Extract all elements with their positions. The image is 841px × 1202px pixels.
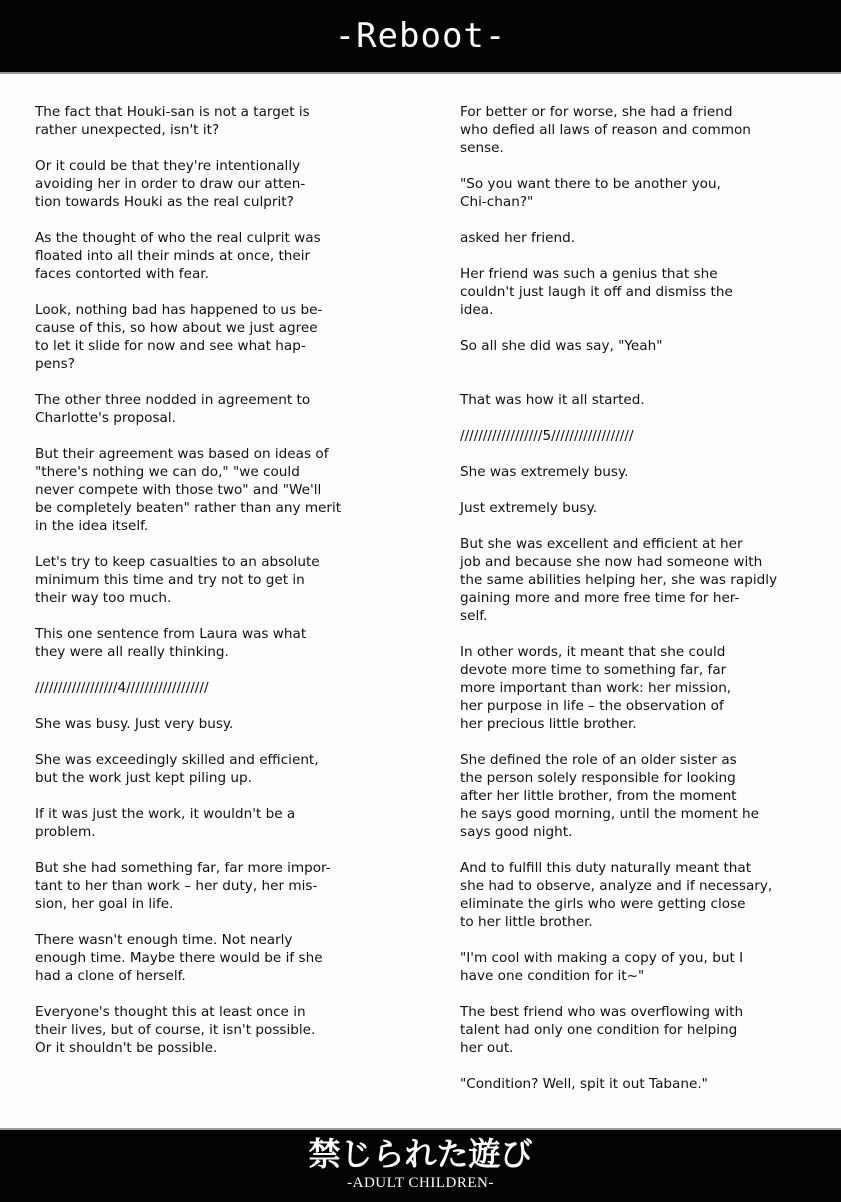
paragraph — [35, 625, 415, 661]
text-line: cause of this, so how about we just agree — [35, 320, 318, 336]
footer-banner — [0, 1128, 841, 1202]
text-line: more important than work: her mission, — [460, 680, 732, 696]
text-line: "Condition? Well, spit it out Tabane." — [460, 1076, 708, 1092]
text-line: She defined the role of an older sister as — [460, 752, 737, 768]
text-line: The other three nodded in agreement to — [35, 392, 311, 408]
paragraph — [35, 715, 415, 733]
text-line: As the thought of who the real culprit was — [35, 230, 321, 246]
text-line: never compete with those two" and "We'll — [35, 482, 322, 498]
text-line: talent had only one condition for helping — [460, 1022, 738, 1038]
text-line: She was busy. Just very busy. — [35, 716, 234, 732]
footer-subtitle: -ADULT CHILDREN- — [347, 1175, 494, 1191]
paragraph — [35, 1003, 415, 1057]
text-line: her precious little brother. — [460, 716, 637, 732]
paragraph — [460, 463, 840, 481]
text-line: their way too much. — [35, 590, 172, 606]
text-line: but the work just kept piling up. — [35, 770, 252, 786]
text-line: be completely beaten" rather than any merit — [35, 500, 342, 516]
text-line: self. — [460, 608, 488, 624]
text-line: tant to her than work – her duty, her mis- — [35, 878, 318, 894]
paragraph — [460, 103, 840, 157]
paragraph — [35, 103, 415, 139]
header-banner — [0, 0, 841, 74]
text-line: to let it slide for now and see what hap- — [35, 338, 306, 354]
text-line: Everyone's thought this at least once in — [35, 1004, 306, 1020]
text-line: sense. — [460, 140, 504, 156]
text-line: The best friend who was overflowing with — [460, 1004, 744, 1020]
text-line: Or it could be that they're intentionally — [35, 158, 301, 174]
text-line: Chi-chan?" — [460, 194, 534, 210]
text-line: tion towards Houki as the real culprit? — [35, 194, 294, 210]
text-line: eliminate the girls who were getting close — [460, 896, 746, 912]
paragraph — [35, 301, 415, 373]
text-line: her out. — [460, 1040, 514, 1056]
paragraph — [460, 859, 840, 931]
paragraph — [35, 751, 415, 787]
paragraph — [35, 391, 415, 427]
text-line: There wasn't enough time. Not nearly — [35, 932, 293, 948]
paragraph — [460, 1003, 840, 1057]
text-line: pens? — [35, 356, 75, 372]
text-line: Let's try to keep casualties to an absolute — [35, 554, 320, 570]
paragraph — [460, 337, 840, 355]
footer-logo-title: 禁じられた遊び — [308, 1135, 533, 1173]
paragraph — [35, 679, 415, 697]
text-line: Or it shouldn't be possible. — [35, 1040, 218, 1056]
text-line: the person solely responsible for looking — [460, 770, 736, 786]
text-line: devote more time to something far, far — [460, 662, 727, 678]
text-line: Charlotte's proposal. — [35, 410, 176, 426]
text-line: had a clone of herself. — [35, 968, 186, 984]
text-line: But she was excellent and efficient at her — [460, 536, 743, 552]
paragraph — [35, 445, 415, 535]
text-line: This one sentence from Laura was what — [35, 626, 307, 642]
paragraph — [460, 949, 840, 985]
text-line: Her friend was such a genius that she — [460, 266, 718, 282]
text-line: faces contorted with fear. — [35, 266, 209, 282]
text-line: The fact that Houki-san is not a target is — [35, 104, 310, 120]
text-line: couldn't just laugh it off and dismiss the — [460, 284, 733, 300]
text-line: says good night. — [460, 824, 573, 840]
text-line: they were all really thinking. — [35, 644, 229, 660]
text-line: If it was just the work, it wouldn't be a — [35, 806, 296, 822]
text-line: their lives, but of course, it isn't possible. — [35, 1022, 316, 1038]
text-line: gaining more and more free time for her- — [460, 590, 740, 606]
text-line: in the idea itself. — [35, 518, 149, 534]
paragraph — [460, 265, 840, 319]
paragraph — [460, 499, 840, 517]
text-line: //////////////////5////////////////// — [460, 428, 634, 444]
text-line: sion, her goal in life. — [35, 896, 174, 912]
text-line: Just extremely busy. — [460, 500, 598, 516]
paragraph — [460, 1075, 840, 1093]
paragraph — [35, 553, 415, 607]
paragraph — [35, 931, 415, 985]
text-line: That was how it all started. — [460, 392, 645, 408]
text-line: asked her friend. — [460, 230, 576, 246]
text-line: to her little brother. — [460, 914, 593, 930]
paragraph — [35, 157, 415, 211]
text-line: She was extremely busy. — [460, 464, 629, 480]
right-text-column — [460, 103, 840, 1111]
text-line: But she had something far, far more impor- — [35, 860, 331, 876]
text-line: after her little brother, from the moment — [460, 788, 737, 804]
text-line: "I'm cool with making a copy of you, but I — [460, 950, 744, 966]
paragraph — [460, 643, 840, 733]
text-line: "So you want there to be another you, — [460, 176, 721, 192]
page-title: -Reboot- — [334, 16, 507, 56]
text-line: problem. — [35, 824, 96, 840]
paragraph — [460, 751, 840, 841]
left-text-column — [35, 103, 415, 1075]
text-line: But their agreement was based on ideas of — [35, 446, 329, 462]
text-line: For better or for worse, she had a friend — [460, 104, 733, 120]
text-line: her purpose in life – the observation of — [460, 698, 724, 714]
text-line: And to fulfill this duty naturally meant that — [460, 860, 752, 876]
paragraph — [460, 229, 840, 247]
paragraph — [460, 535, 840, 625]
paragraph — [35, 805, 415, 841]
paragraph — [460, 391, 840, 409]
text-line: he says good morning, until the moment he — [460, 806, 760, 822]
text-line: avoiding her in order to draw our atten- — [35, 176, 306, 192]
text-line: She was exceedingly skilled and efficient, — [35, 752, 319, 768]
paragraph — [35, 859, 415, 913]
paragraph — [460, 175, 840, 211]
text-line: she had to observe, analyze and if necessary, — [460, 878, 773, 894]
paragraph — [460, 427, 840, 445]
text-line: minimum this time and try not to get in — [35, 572, 305, 588]
text-line: So all she did was say, "Yeah" — [460, 338, 663, 354]
text-line: In other words, it meant that she could — [460, 644, 726, 660]
text-line: //////////////////4////////////////// — [35, 680, 209, 696]
text-line: enough time. Maybe there would be if she — [35, 950, 323, 966]
text-line: Look, nothing bad has happened to us be- — [35, 302, 323, 318]
text-line: the same abilities helping her, she was rapidly — [460, 572, 778, 588]
text-line: idea. — [460, 302, 494, 318]
text-line: "there's nothing we can do," "we could — [35, 464, 300, 480]
text-line: who defied all laws of reason and common — [460, 122, 751, 138]
text-line: floated into all their minds at once, their — [35, 248, 311, 264]
text-line: have one condition for it~" — [460, 968, 645, 984]
text-line: job and because she now had someone with — [460, 554, 763, 570]
paragraph — [35, 229, 415, 283]
text-line: rather unexpected, isn't it? — [35, 122, 220, 138]
